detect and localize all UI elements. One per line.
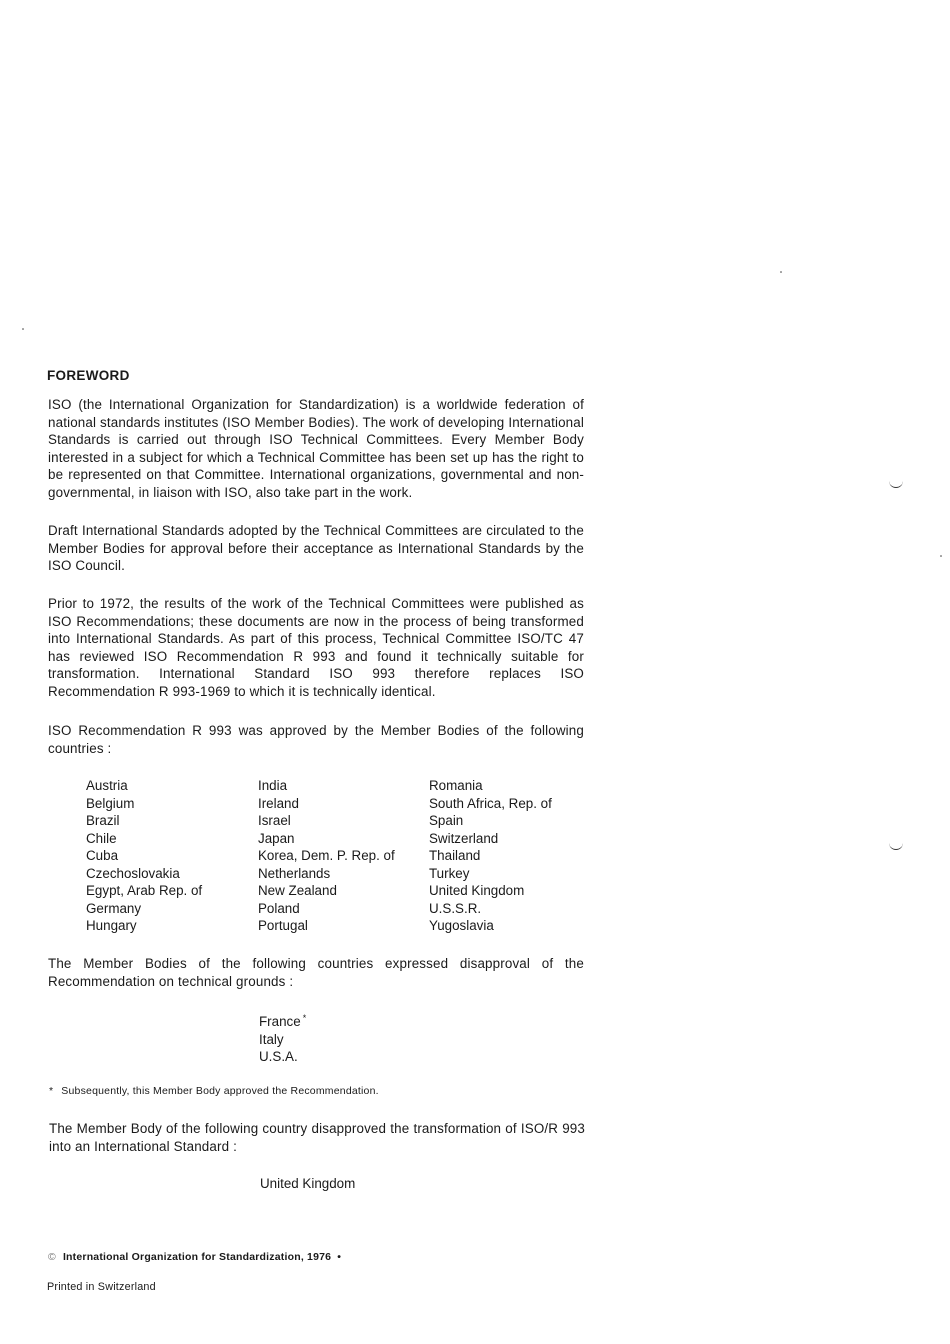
list-item: India	[258, 778, 288, 793]
list-item: Austria	[86, 778, 128, 793]
footnote	[49, 1085, 379, 1097]
disapproving-countries-list	[259, 1010, 306, 1066]
footnote-star: *	[49, 1085, 54, 1097]
list-item: Turkey	[429, 865, 470, 881]
list-item: Belgium	[86, 795, 135, 811]
country-column-3	[429, 777, 552, 935]
list-item: Korea, Dem. P. Rep. of	[258, 848, 395, 863]
list-item: United Kingdom	[429, 883, 525, 898]
copyright-text: International Organization for Standardization, 1976	[62, 1251, 332, 1263]
copyright-line	[48, 1251, 341, 1263]
margin-mark	[889, 481, 903, 488]
scan-speck	[22, 328, 24, 330]
list-item: Japan	[258, 830, 295, 846]
country-column-2	[258, 777, 395, 935]
list-item: Netherlands	[258, 865, 331, 881]
list-item: Yugoslavia	[429, 918, 494, 933]
list-item: Ireland	[258, 795, 299, 811]
list-item: Brazil	[86, 813, 120, 828]
list-item: Italy	[259, 1031, 284, 1047]
list-item: Chile	[86, 830, 117, 846]
country-column-1	[86, 777, 202, 935]
printed-location: Printed in Switzerland	[47, 1281, 156, 1293]
country-name: France	[259, 1014, 301, 1029]
bullet-icon: •	[337, 1251, 342, 1263]
transformation-disapproving-country: United Kingdom	[260, 1176, 356, 1191]
list-item: Spain	[429, 813, 464, 828]
list-item: Portugal	[258, 918, 308, 933]
list-item: Poland	[258, 900, 300, 916]
scan-speck	[780, 271, 782, 273]
paragraph-transformation-disapproval: The Member Body of the following country disapproved the transformation of ISO/R 993 into an International Standard :	[49, 1121, 585, 1154]
list-item: Cuba	[86, 848, 119, 863]
footnote-text: Subsequently, this Member Body approved the Recommendation.	[61, 1085, 379, 1097]
list-item: New Zealand	[258, 883, 337, 898]
list-item: Egypt, Arab Rep. of	[86, 883, 203, 898]
paragraph-history: Prior to 1972, the results of the work of the Technical Committees were published as ISO Recommendations; these documents are now in the process of being transformed into International Standards. As part of this process, Technical Committee ISO/TC 47 has reviewed ISO Recommendation R 993 and found it technically suitable for transformation. International Standard ISO 993 therefore replaces ISO Recommendation R 993-1969 to which it is technically identical.	[48, 596, 584, 699]
section-heading: FOREWORD	[47, 368, 130, 383]
list-item: Hungary	[86, 918, 137, 933]
list-item	[259, 1010, 306, 1031]
list-item: Germany	[86, 900, 142, 916]
list-item: U.S.S.R.	[429, 900, 482, 916]
list-item: Switzerland	[429, 830, 499, 846]
paragraph-disapproval-intro: The Member Bodies of the following countries expressed disapproval of the Recommendation on technical grounds :	[48, 956, 584, 989]
paragraph-approval-intro: ISO Recommendation R 993 was approved by the Member Bodies of the following countries :	[48, 723, 584, 756]
list-item: Israel	[258, 813, 291, 828]
footnote-marker: *	[302, 1013, 307, 1023]
list-item: Thailand	[429, 848, 481, 863]
list-item: U.S.A.	[259, 1049, 298, 1064]
margin-mark	[889, 843, 903, 850]
paragraph-draft-standards: Draft International Standards adopted by the Technical Committees are circulated to the Member Bodies for approval before their acceptance as International Standards by the ISO Council.	[48, 523, 584, 574]
list-item: South Africa, Rep. of	[429, 795, 552, 811]
scan-speck	[940, 555, 942, 557]
paragraph-iso-intro: ISO (the International Organization for Standardization) is a worldwide federation of national standards institutes (ISO Member Bodies). The work of developing International Standards is carried out through ISO Technical Committees. Every Member Body interested in a subject for which a Technical Committee has been set up has the right to be represented on that Committee. International organizations, governmental and non-governmental, in liaison with ISO, also take part in the work.	[48, 397, 584, 500]
list-item: Romania	[429, 778, 483, 793]
copyright-icon: ©	[48, 1251, 56, 1263]
list-item: Czechoslovakia	[86, 865, 180, 881]
